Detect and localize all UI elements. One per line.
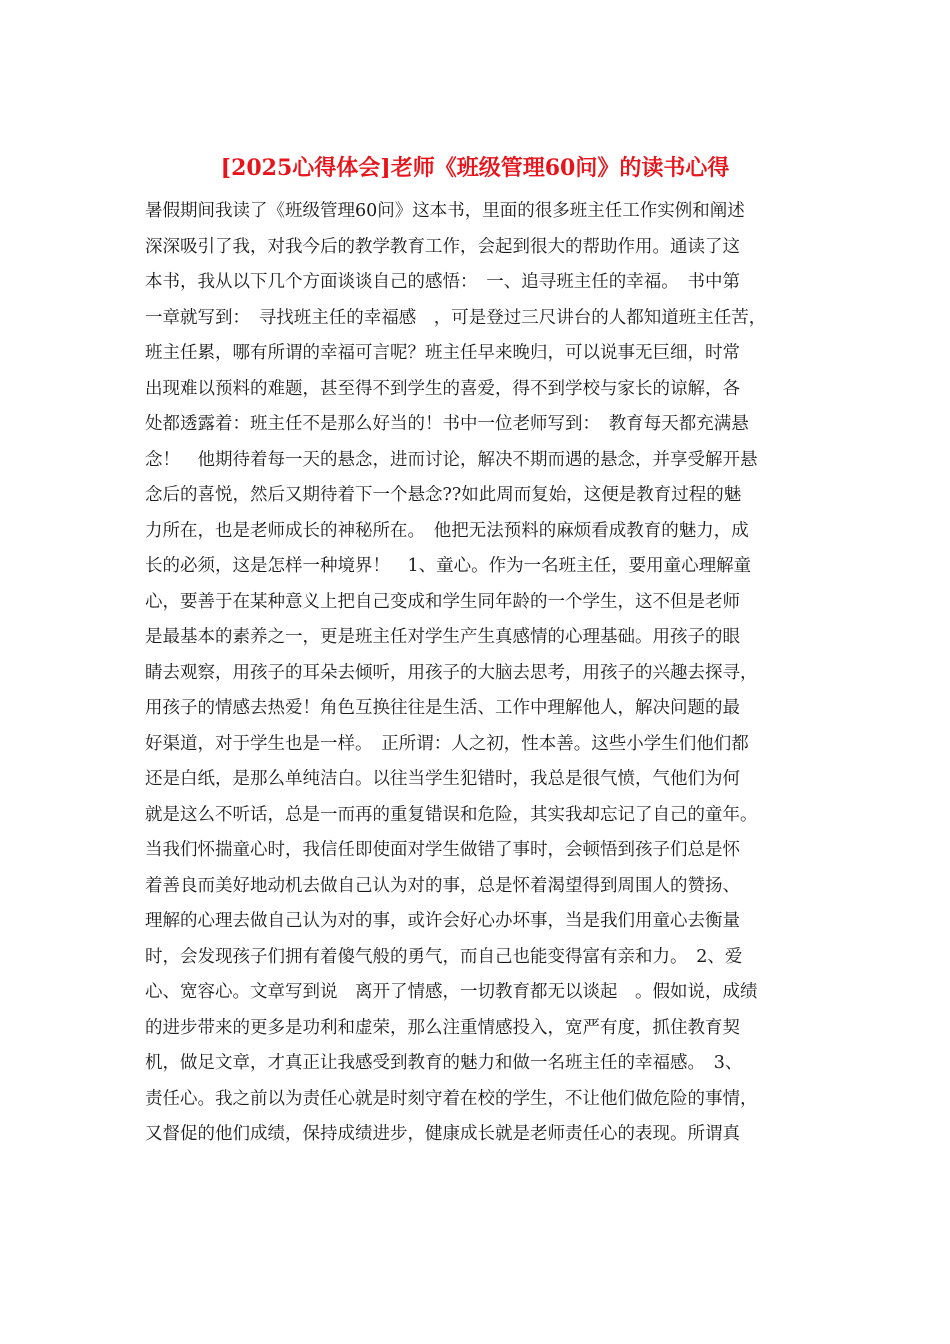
text-line: 一章就写到： 寻找班主任的幸福感 ，可是登过三尺讲台的人都知道班主任苦， <box>145 307 767 328</box>
text-line: 又督促的他们成绩，保持成绩进步，健康成长就是老师责任心的表现。所谓真 <box>145 1124 740 1144</box>
text-line: 是最基本的素养之一，更是班主任对学生产生真感情的心理基础。用孩子的眼 <box>145 627 740 647</box>
text-line: 念！ 他期待着每一天的悬念，进而讨论，解决不期而遇的悬念，并享受解开悬 <box>145 449 758 470</box>
text-line: 机，做足文章，才真正让我感受到教育的魅力和做一名班主任的幸福感。 3、 <box>145 1053 743 1073</box>
text-line: 睛去观察，用孩子的耳朵去倾听，用孩子的大脑去思考，用孩子的兴趣去探寻， <box>145 662 758 683</box>
text-line: 责任心。我之前以为责任心就是时刻守着在校的学生，不让他们做危险的事情， <box>145 1088 758 1109</box>
text-line: 心、宽容心。文章写到说 离开了情感，一切教育都无以谈起 。假如说，成绩 <box>145 982 758 1002</box>
text-line: 处都透露着：班主任不是那么好当的！书中一位老师写到： 教育每天都充满悬 <box>145 414 749 434</box>
text-line: 力所在，也是老师成长的神秘所在。 他把无法预料的麻烦看成教育的魅力，成 <box>145 520 749 541</box>
text-line: 就是这么不听话，总是一而再的重复错误和危险，其实我却忘记了自己的童年。 <box>145 804 758 825</box>
document-title: [2025心得体会]老师《班级管理60问》的读书心得 <box>220 155 730 181</box>
text-line: 用孩子的情感去热爱！角色互换往往是生活、工作中理解他人，解决问题的最 <box>145 698 740 718</box>
text-line: 好渠道，对于学生也是一样。 正所谓：人之初，性本善。这些小学生们他们都 <box>145 733 749 754</box>
text-line: 还是白纸，是那么单纯洁白。以往当学生犯错时，我总是很气愤，气他们为何 <box>145 769 740 789</box>
text-line: 当我们怀揣童心时，我信任即使面对学生做错了事时，会顿悟到孩子们总是怀 <box>145 840 740 860</box>
text-line: 班主任累，哪有所谓的幸福可言呢？班主任早来晚归，可以说事无巨细，时常 <box>145 343 740 363</box>
text-line: 着善良而美好地动机去做自己认为对的事，总是怀着渴望得到周围人的赞扬、 <box>145 875 740 896</box>
text-line: 的进步带来的更多是功利和虚荣，那么注重情感投入，宽严有度，抓住教育契 <box>145 1017 740 1038</box>
text-line: 深深吸引了我，对我今后的教学教育工作，会起到很大的帮助作用。通读了这 <box>145 236 740 257</box>
text-line: 心，要善于在某种意义上把自己变成和学生同年龄的一个学生，这不但是老师 <box>145 591 740 612</box>
text-line: 出现难以预料的难题，甚至得不到学生的喜爱，得不到学校与家长的谅解，各 <box>145 378 740 399</box>
text-line: 暑假期间我读了《班级管理60问》这本书，里面的很多班主任工作实例和阐述 <box>145 201 745 221</box>
text-line: 本书，我从以下几个方面谈谈自己的感悟： 一、追寻班主任的幸福。 书中第 <box>145 272 740 292</box>
text-line: 长的必须，这是怎样一种境界！ 1、童心。作为一名班主任，要用童心理解童 <box>145 556 752 576</box>
text-line: 念后的喜悦，然后又期待着下一个悬念??如此周而复始，这便是教育过程的魅 <box>145 485 742 505</box>
document-body <box>145 194 810 1153</box>
text-line: 时，会发现孩子们拥有着傻气般的勇气，而自己也能变得富有亲和力。 2、爱 <box>145 946 743 967</box>
text-line: 理解的心理去做自己认为对的事，或许会好心办坏事，当是我们用童心去衡量 <box>145 911 740 931</box>
